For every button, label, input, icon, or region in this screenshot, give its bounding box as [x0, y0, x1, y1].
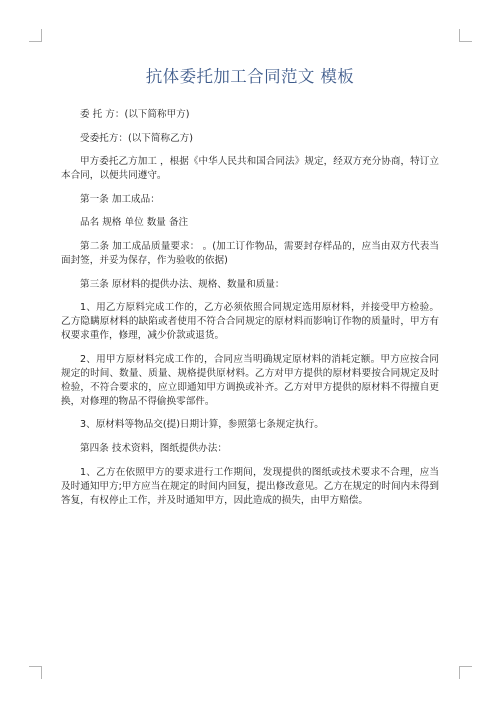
crop-mark-bottom-left: [29, 666, 42, 679]
paragraph: 第四条 技术资料，图纸提供办法：: [80, 442, 227, 454]
paragraph: 甲方委托乙方加工 ，根据《中华人民共和国合同法》规定，经双方充分协商，特订立本合同，以便共同遵守。: [61, 156, 439, 182]
document-title: 抗体委托加工合同范文 模板: [145, 67, 355, 86]
paragraph: 1、乙方在依照甲方的要求进行工作期间，发现提供的图纸或技术要求不合理，应当及时通知甲方;甲方应当在规定的时间内回复，提出修改意见。乙方在规定的时间内未得到答复，有权停止工作，并及时通知甲方，因此造成的损失，由甲方赔偿。: [61, 466, 439, 506]
paragraph: 1、用乙方原料完成工作的，乙方必须依照合同规定选用原材料，并接受甲方检验。乙方隐瞒原材料的缺陷或者使用不符合合同规定的原材料而影响订作物的质量时，甲方有权要求重作，修理，减少价款或退货。: [61, 302, 439, 342]
paragraph: 第二条 加工成品质量要求： 。(加工订作物品，需要封存样品的，应当由双方代表当面封签，并妥为保存，作为验收的依据): [61, 240, 439, 266]
paragraph: 2、用甲方原材料完成工作的，合同应当明确规定原材料的消耗定额。甲方应按合同规定的时间、数量、质量、规格提供原材料。乙方对甲方提供的原材料要按合同规定及时检验，不符合要求的，应立即通知甲方调换或补齐。乙方对甲方提供的原材料不得擅自更换，对修理的物品不得偷换零部件。: [61, 353, 439, 407]
paragraph: 第一条 加工成品：: [80, 193, 160, 205]
crop-mark-bottom-right: [459, 666, 472, 679]
crop-mark-top-right: [459, 29, 472, 42]
paragraph: 品名 规格 单位 数量 备注: [80, 217, 189, 229]
crop-mark-top-left: [29, 29, 42, 42]
paragraph: 第三条 原材料的提供办法、规格、数量和质量：: [80, 278, 285, 290]
paragraph: 受委托方：(以下简称乙方): [80, 132, 194, 144]
paragraph: 委 托 方：(以下简称甲方): [80, 109, 190, 120]
paragraph: 3、原材料等物品交(提)日期计算，参照第七条规定执行。: [80, 419, 324, 431]
document-body: [61, 108, 439, 517]
